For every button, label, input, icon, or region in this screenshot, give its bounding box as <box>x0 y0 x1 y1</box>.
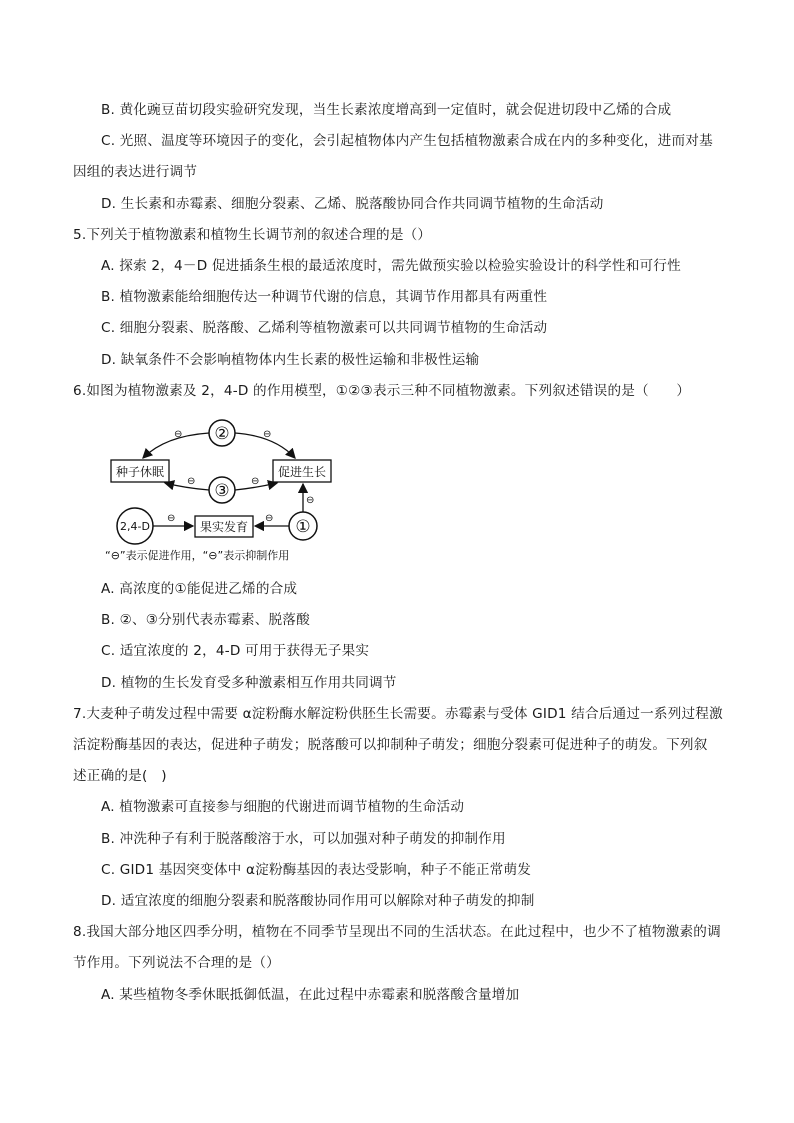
question-6: 6.如图为植物激素及 2，4-D 的作用模型，①②③表示三种不同植物激素。下列叙述错误的是（ ） <box>73 383 691 399</box>
option-4b: B. 黄化豌豆苗切段实验研究发现，当生长素浓度增高到一定值时，就会促进切段中乙烯的合成 <box>101 102 672 118</box>
option-7d: D. 适宜浓度的细胞分裂素和脱落酸协同作用可以解除对种子萌发的抑制 <box>101 893 535 909</box>
sign-2-growth: ⊖ <box>263 429 272 440</box>
option-7b: B. 冲洗种子有利于脱落酸溶于水，可以加强对种子萌发的抑制作用 <box>101 831 506 847</box>
option-6b: B. ②、③分别代表赤霉素、脱落酸 <box>101 612 310 628</box>
sign-1-fruit: ⊖ <box>265 513 274 524</box>
node-3-label: ③ <box>214 481 230 501</box>
node-24d-label: 2,4-D <box>120 520 150 533</box>
option-5a: A. 探索 2，4－D 促进插条生根的最适浓度时，需先做预实验以检验实验设计的科学性和可行性 <box>101 258 681 274</box>
question-8: 8.我国大部分地区四季分明，植物在不同季节呈现出不同的生活状态。在此过程中，也少不了植物激素的调 <box>73 924 721 940</box>
option-4c: C. 光照、温度等环境因子的变化，会引起植物体内产生包括植物激素合成在内的多种变化，进而对基 <box>101 133 713 149</box>
option-6c: C. 适宜浓度的 2，4-D 可用于获得无子果实 <box>101 643 370 659</box>
hormone-diagram <box>105 418 355 566</box>
hormone-diagram-svg <box>105 418 355 566</box>
option-7a: A. 植物激素可直接参与细胞的代谢进而调节植物的生命活动 <box>101 799 465 815</box>
question-5: 5.下列关于植物激素和植物生长调节剂的叙述合理的是（） <box>73 227 432 243</box>
question-7-continued-2: 述正确的是( ) <box>73 768 167 784</box>
question-7-continued-1: 活淀粉酶基因的表达，促进种子萌发；脱落酸可以抑制种子萌发；细胞分裂素可促进种子的萌发。下列叙 <box>73 737 708 753</box>
box-fruit-development-label: 果实发育 <box>199 520 249 534</box>
option-5d: D. 缺氧条件不会影响植物体内生长素的极性运输和非极性运输 <box>101 352 480 368</box>
box-promote-growth-label: 促进生长 <box>277 465 327 479</box>
option-5c: C. 细胞分裂素、脱落酸、乙烯利等植物激素可以共同调节植物的生命活动 <box>101 320 548 336</box>
question-8-continued: 节作用。下列说法不合理的是（） <box>73 955 280 971</box>
sign-1-growth: ⊖ <box>306 495 315 506</box>
option-7c: C. GID1 基因突变体中 α淀粉酶基因的表达受影响，种子不能正常萌发 <box>101 862 532 878</box>
node-2-label: ② <box>214 424 230 444</box>
option-5b: B. 植物激素能给细胞传达一种调节代谢的信息，其调节作用都具有两重性 <box>101 289 548 305</box>
sign-3-seed: ⊖ <box>187 476 196 487</box>
option-8a: A. 某些植物冬季休眠抵御低温，在此过程中赤霉素和脱落酸含量增加 <box>101 987 520 1003</box>
sign-3-growth: ⊖ <box>251 476 260 487</box>
option-6d: D. 植物的生长发育受多种激素相互作用共同调节 <box>101 675 397 691</box>
option-4d: D. 生长素和赤霉素、细胞分裂素、乙烯、脱落酸协同合作共同调节植物的生命活动 <box>101 196 604 212</box>
sign-24d-fruit: ⊖ <box>167 513 176 524</box>
node-1-label: ① <box>295 517 311 537</box>
question-7: 7.大麦种子萌发过程中需要 α淀粉酶水解淀粉供胚生长需要。赤霉素与受体 GID1 结合后通过一系列过程激 <box>73 706 723 722</box>
option-6a: A. 高浓度的①能促进乙烯的合成 <box>101 581 298 597</box>
diagram-legend: “⊖”表示促进作用，“⊖”表示抑制作用 <box>105 549 290 562</box>
box-seed-dormancy-label: 种子休眠 <box>115 465 165 479</box>
sign-2-seed: ⊖ <box>174 429 183 440</box>
option-4c-continued: 因组的表达进行调节 <box>73 164 198 180</box>
